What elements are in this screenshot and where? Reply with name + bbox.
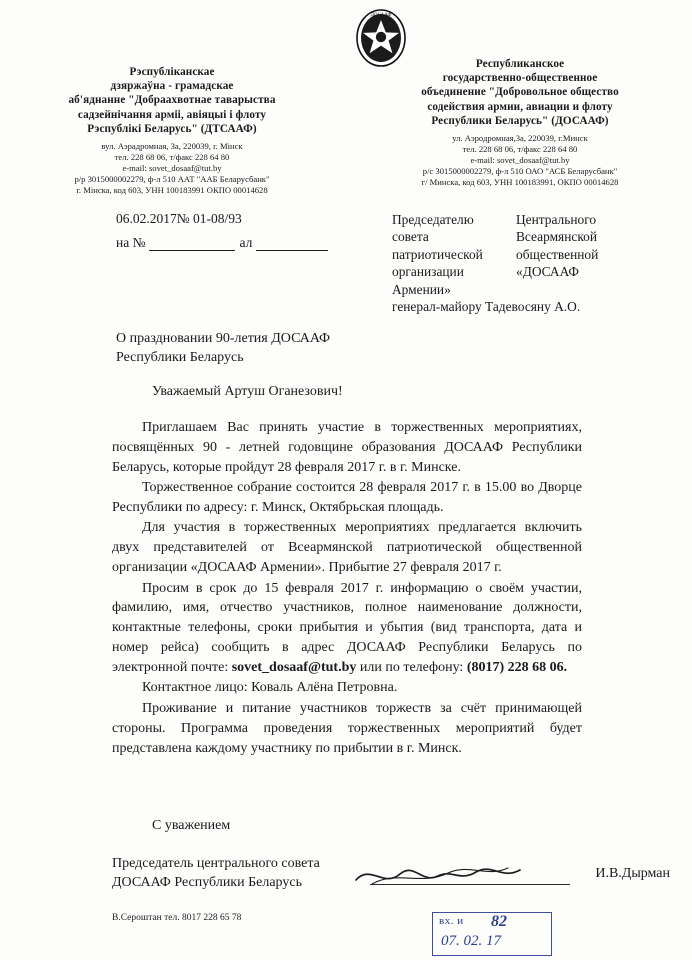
- addressee-col-1: Председателю совета патриотической организации Армении»: [392, 212, 483, 297]
- signer-name: И.В.Дырман: [595, 866, 670, 881]
- addressee-col-2: Центрального Всеармянской общественной «ДОСААФ: [516, 212, 599, 280]
- salutation: Уважаемый Артуш Оганезович!: [152, 384, 343, 399]
- subject-line-1: О праздновании 90-летия ДОСААФ: [116, 331, 331, 346]
- stamp-number: 82: [491, 913, 507, 930]
- body-paragraph-4-middle: или по телефону:: [359, 660, 464, 675]
- reference-label-na: на №: [116, 235, 146, 250]
- letterhead-belarusian: [22, 58, 322, 196]
- addressee-columns: [392, 211, 672, 298]
- svg-text:ДОСААФ: ДОСААФ: [370, 13, 392, 18]
- contact-email: sovet_dosaaf@tut.by: [231, 660, 357, 675]
- body-paragraph-2: Торжественное собрание состоится 28 февраля 2017 г. в 15.00 во Дворце Республики по адресу: г. Минск, Октябрьская площадь.: [112, 480, 582, 515]
- body-paragraph-1: Приглашаем Вас принять участие в торжественных мероприятиях, посвящённых 90 - летней годовщине образования ДОСААФ Республики Беларусь, которые пройдут 28 февраля 2017 г. в г. Минске.: [112, 420, 582, 475]
- reference-blank-1: [149, 239, 235, 251]
- reference-label-ot: ал: [239, 235, 253, 250]
- letterhead: [0, 58, 692, 196]
- closing-phrase: С уважением: [152, 818, 231, 833]
- incoming-stamp: [432, 912, 552, 956]
- letterhead-ru-details: ул. Аэродромная,3а, 220039, г.Минск тел. 228 68 06, т/факс 228 64 80 e-mail: sovet_dosaaf@tut.by р/с 3015000002279, ф-л 510 ОАО "АСБ Беларусбанк" г/ Минска, код 603, УНН 100183991, ОКПО 00014628: [421, 133, 619, 188]
- letterhead-russian: [370, 58, 670, 196]
- body-paragraph-3: Для участия в торжественных мероприятиях предлагается включить двух представителей от Всеармянской патриотической общественной организации «ДОСААФ Армении». Прибытие 27 февраля 2017 г.: [112, 520, 582, 576]
- executor-note: В.Сероштан тел. 8017 228 65 78: [112, 913, 242, 923]
- letterhead-ru-title: Республиканское государственно-общественное объединение "Добровольное общество содействия армии, авиации и флоту Республики Беларусь" (ДОСААФ): [421, 58, 619, 127]
- body-paragraph-4-before: Просим в срок до 15 февраля 2017 г. информацию о своём участии, фамилию, имя, отчество участников, полное наименование должности, контактные телефоны, сроки прибытия и убытия (вид транспорта, дата и номер рейса) сообщить в адрес ДОСААФ Республики Беларусь по электронной почте:: [112, 580, 582, 675]
- addressee-block: [392, 211, 672, 316]
- reference-line: [116, 235, 328, 251]
- signatory-title: [112, 855, 592, 893]
- body-paragraph-6: Проживание и питание участников торжеств за счёт принимающей стороны. Программа проведения торжественных мероприятий будет представлена каждому участнику по прибытии в г. Минск.: [112, 700, 582, 756]
- body-paragraph-4: [112, 579, 582, 678]
- signatory-title-line-2: ДОСААФ Республики Беларусь: [112, 874, 302, 890]
- reference-blank-2: [256, 239, 328, 251]
- subject-block: [116, 330, 536, 368]
- subject-line-2: Республики Беларусь: [116, 349, 244, 365]
- contact-phone: (8017) 228 68 06.: [466, 660, 568, 675]
- letterhead-be-title: Рэспубліканскае дзяржаўна - грамадскае аб'яднанне "Добраахвотнае таварыства садзейнічання арміі, авіяцыі і флоту Рэспублікі Беларусь" (ДТСААФ): [68, 66, 276, 135]
- addressee-rank-name: генерал-майору Тадевосяну А.О.: [392, 299, 581, 315]
- stamp-date: 07. 02. 17: [441, 933, 501, 949]
- body-paragraph-5: Контактное лицо: Коваль Алёна Петровна.: [142, 680, 398, 696]
- letter-body: [112, 418, 582, 759]
- letterhead-be-details: вул. Аэрадромная, За, 220039, г. Мінск тел. 228 68 06, т/факс 228 64 80 e-mail: sovet_dosaaf@tut.by р/р 3015000002279, ф-л 510 ААТ "ААБ Беларусбанк" г. Мінска, код 603, УНН 100183991 ОКПО 00014628: [74, 141, 270, 196]
- document-date-number: 06.02.2017№ 01-08/93: [116, 211, 242, 226]
- stamp-label: вх. и: [439, 915, 464, 927]
- signatory-title-line-1: Председатель центрального совета: [112, 856, 320, 871]
- signature-rule: [370, 884, 570, 885]
